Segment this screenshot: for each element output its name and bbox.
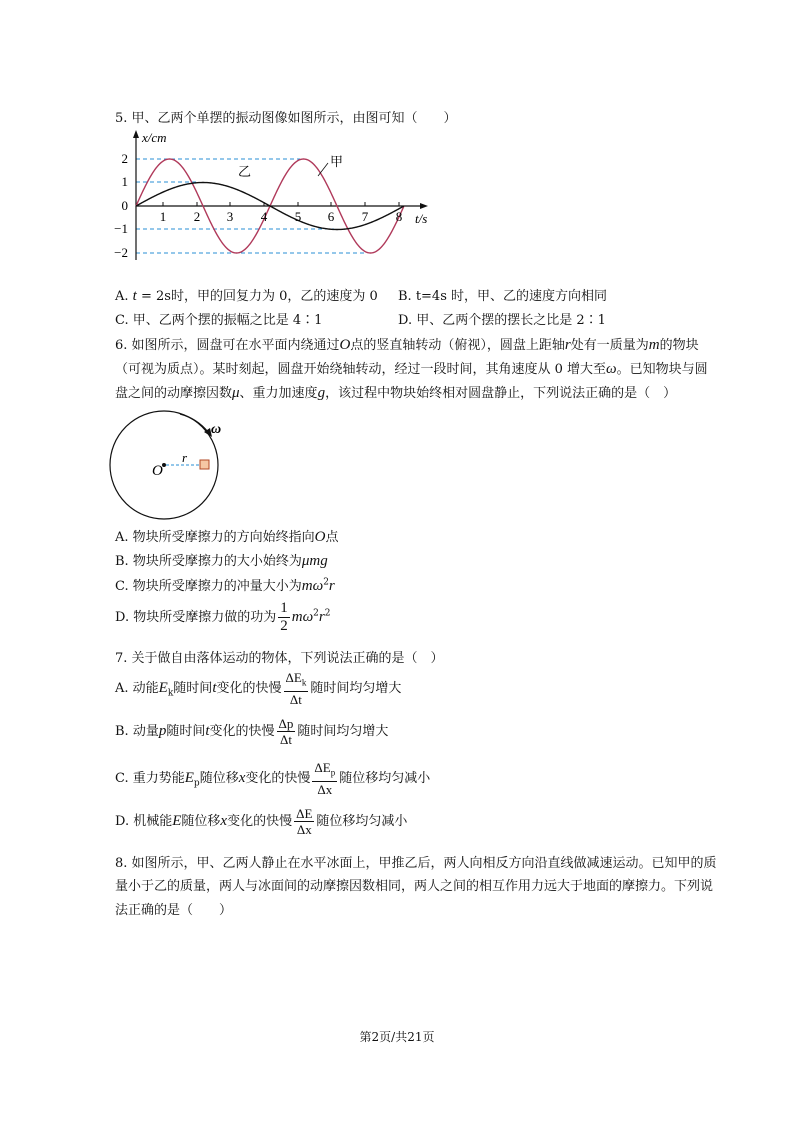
q6-sym-g: g xyxy=(317,385,326,401)
frac-num: ΔE xyxy=(285,670,302,685)
q6-text: 、重力加速度 xyxy=(239,386,318,401)
q7-sym: E xyxy=(184,769,194,786)
q7-text: 随时间 xyxy=(166,724,206,739)
q6-option-c-sym: mω xyxy=(301,578,324,594)
q7-sub: p xyxy=(193,778,200,789)
q5-stem: 5. 甲、乙两个单摆的振动图像如图所示，由图可知（ ） xyxy=(115,111,457,126)
q7-option-b[interactable] xyxy=(115,716,388,747)
q7-text: 随位移均匀减小 xyxy=(339,770,431,786)
t-axis-arrow xyxy=(420,203,428,209)
q6-sym-o: O xyxy=(339,337,351,353)
x-axis-arrow xyxy=(133,130,139,138)
q6-text: 点的竖直轴转动（俯视），圆盘上距轴 xyxy=(350,338,565,353)
x-tick-4: 4 xyxy=(260,209,268,224)
x-axis-label: t/s xyxy=(415,211,428,226)
q6-text: 。已知物块与圆 xyxy=(616,362,708,377)
q6-stem-line2 xyxy=(115,358,708,378)
q6-option-d-sym: mω xyxy=(291,609,314,625)
q6-sym-m: m xyxy=(648,337,660,353)
y-tick-neg2: −2 xyxy=(114,245,128,260)
q7-text: B. 动量 xyxy=(115,724,159,739)
q7-text: 随位移 xyxy=(181,814,221,829)
q6-text: 的物块 xyxy=(659,338,699,353)
q7-option-a[interactable] xyxy=(115,670,401,707)
label-o: O xyxy=(152,463,163,479)
y-tick-1: 1 xyxy=(121,174,128,189)
x-tick-6: 6 xyxy=(327,209,335,224)
y-tick-2: 2 xyxy=(121,151,128,166)
frac-num-sub: p xyxy=(330,767,336,778)
frac-den: Δx xyxy=(296,822,312,837)
q6-option-d[interactable] xyxy=(115,600,330,635)
q7-text: 变化的快慢 xyxy=(209,724,275,739)
x-tick-3: 3 xyxy=(226,209,234,224)
q5-option-a-eq: = 2s xyxy=(136,289,171,304)
q7-sub: k xyxy=(167,688,174,699)
q7-text: C. 重力势能 xyxy=(115,770,185,786)
q6-option-a-sym: O xyxy=(314,529,326,545)
x-tick-2: 2 xyxy=(193,209,201,224)
q6-text: 6. 如图所示，圆盘可在水平面内绕通过 xyxy=(115,338,340,353)
q6-option-a-text: 点 xyxy=(325,530,339,545)
q7-sym: E xyxy=(172,813,182,829)
q5-option-a[interactable] xyxy=(115,285,378,305)
q8-stem-line2: 量小于乙的质量，两人与冰面间的动摩擦因数相同，两人之间的相互作用力远大于地面的摩擦力。下列说 xyxy=(115,879,714,894)
q6-text: （可视为质点）。某时刻起，圆盘开始绕轴转动，经过一段时间，其角速度从 0 增大至 xyxy=(115,362,607,377)
q6-sym-r: r xyxy=(564,337,571,353)
q7-sym: x xyxy=(220,813,228,829)
q7-sym: E xyxy=(158,679,168,696)
q5-option-a-var: t xyxy=(132,288,137,304)
q7-text: 变化的快慢 xyxy=(216,680,282,696)
q7-text: 随时间 xyxy=(173,680,213,696)
label-r: r xyxy=(182,450,188,465)
frac-den: Δx xyxy=(317,781,333,797)
q7-option-b-fraction xyxy=(277,716,296,747)
frac-den: Δt xyxy=(279,732,292,747)
x-tick-7: 7 xyxy=(361,209,369,224)
q7-sym: t xyxy=(205,723,210,739)
label-jia: 甲 xyxy=(330,154,344,169)
y-tick-neg1: −1 xyxy=(114,221,128,236)
q6-text: 处有一质量为 xyxy=(570,338,649,353)
q7-text: 随位移 xyxy=(199,770,239,786)
q6-option-c[interactable] xyxy=(115,575,335,595)
q6-option-d-fraction xyxy=(278,600,290,635)
x-tick-8: 8 xyxy=(395,209,403,224)
q6-sym-omega: ω xyxy=(606,361,617,377)
x-tick-1: 1 xyxy=(159,209,167,224)
q7-text: D. 机械能 xyxy=(115,814,173,829)
label-jia-leader xyxy=(318,163,328,176)
q6-option-c-text: C. 物块所受摩擦力的冲量大小为 xyxy=(115,579,302,594)
q7-text: 随时间均匀增大 xyxy=(310,680,402,696)
q8-stem-line3: 法正确的是（ ） xyxy=(115,903,233,918)
block xyxy=(200,460,209,469)
q6-option-d-sym2: r xyxy=(318,609,325,625)
q6-option-c-sup: 2 xyxy=(323,577,329,588)
q6-option-d-sup: 2 xyxy=(324,608,331,619)
q6-disc-figure xyxy=(108,410,233,522)
q5-option-b[interactable]: B. t=4s 时，甲、乙的速度方向相同 xyxy=(398,289,608,304)
q7-sym: x xyxy=(238,769,246,786)
y-tick-0: 0 xyxy=(121,198,128,213)
label-omega: ω xyxy=(211,422,222,437)
q6-text: 盘之间的动摩擦因数 xyxy=(115,386,233,401)
q7-option-d[interactable] xyxy=(115,806,407,837)
frac-num: ΔE xyxy=(296,806,313,821)
q6-option-a[interactable] xyxy=(115,526,339,546)
q7-sym: t xyxy=(212,679,217,696)
y-axis-label: x/cm xyxy=(142,130,167,145)
q6-sym-mu: μ xyxy=(232,385,240,401)
q7-text: 随时间均匀增大 xyxy=(297,724,389,739)
q5-option-c[interactable]: C. 甲、乙两个摆的振幅之比是 4∶1 xyxy=(115,313,323,328)
q7-option-d-fraction xyxy=(294,806,314,837)
q7-stem: 7. 关于做自由落体运动的物体，下列说法正确的是（ ） xyxy=(115,651,444,666)
frac-num-sub: k xyxy=(301,677,307,688)
frac-num: 1 xyxy=(280,600,288,616)
q5-oscillation-graph xyxy=(110,128,450,268)
q7-option-a-fraction xyxy=(284,670,309,707)
frac-den: Δt xyxy=(289,691,302,707)
q7-text: 变化的快慢 xyxy=(227,814,293,829)
label-yi: 乙 xyxy=(238,164,252,179)
x-tick-5: 5 xyxy=(294,209,302,224)
q7-text: 变化的快慢 xyxy=(245,770,311,786)
q6-stem-line3 xyxy=(115,382,676,402)
frac-num: ΔE xyxy=(314,760,331,775)
q6-option-b[interactable] xyxy=(115,550,328,570)
q7-text: 随位移均匀减小 xyxy=(316,814,408,829)
q6-option-c-sym2: r xyxy=(328,578,335,594)
frac-den: 2 xyxy=(280,618,288,634)
q5-option-a-prefix: A. xyxy=(115,289,133,304)
q7-option-c-fraction xyxy=(312,760,337,797)
q6-option-d-text: D. 物块所受摩擦力做的功为 xyxy=(115,610,277,625)
q5-option-d[interactable]: D. 甲、乙两个摆的摆长之比是 2∶1 xyxy=(398,313,606,328)
q7-text: A. 动能 xyxy=(115,680,159,696)
q5-option-a-text: 时，甲的回复力为 0，乙的速度为 0 xyxy=(170,289,378,304)
page-footer: 第2页/共21页 xyxy=(359,1030,435,1044)
q8-stem-line1: 8. 如图所示，甲、乙两人静止在水平冰面上，甲推乙后，两人向相反方向沿直线做减速运动。已知甲的质 xyxy=(115,856,717,871)
q7-sym: p xyxy=(158,723,167,739)
q6-stem-line1 xyxy=(115,334,699,354)
q6-option-b-text: B. 物块所受摩擦力的大小始终为 xyxy=(115,554,302,569)
q7-option-c[interactable] xyxy=(115,760,430,797)
q6-option-a-text: A. 物块所受摩擦力的方向始终指向 xyxy=(115,530,315,545)
q6-text: ，该过程中物块始终相对圆盘静止，下列说法正确的是（ ） xyxy=(325,386,677,401)
q6-option-b-sym: μmg xyxy=(301,553,328,569)
q6-option-d-sup: 2 xyxy=(313,608,319,619)
frac-num: Δp xyxy=(278,716,294,731)
